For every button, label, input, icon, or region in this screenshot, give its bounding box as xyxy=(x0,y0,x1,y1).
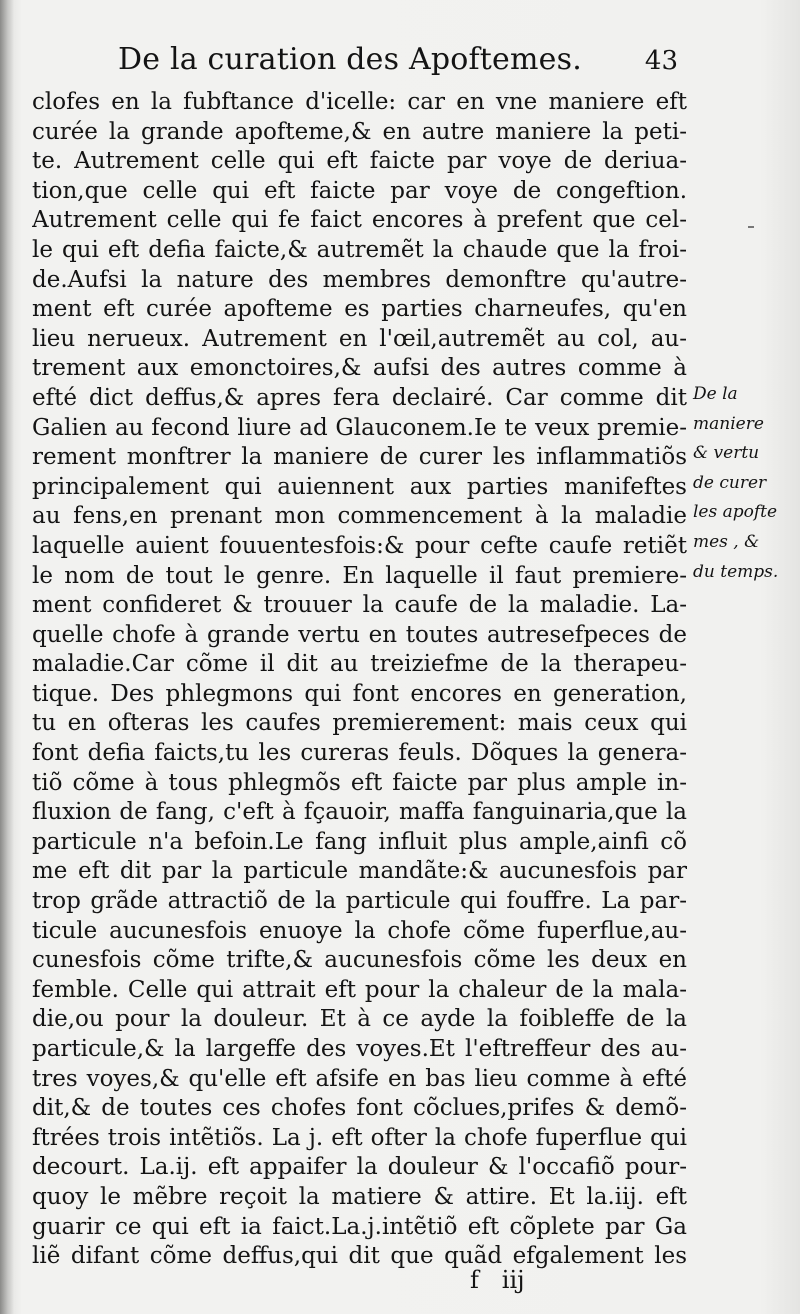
text-line: fluxion de fang, c'eft à fçauoir, maffa fanguinaria,que la xyxy=(32,799,687,826)
text-line: particule n'a befoin.Le fang influit plus ample,ainfi cõ xyxy=(32,828,687,855)
text-line: me eft dit par la particule mandãte:& aucunesfois par xyxy=(32,858,687,885)
text-line: tu en ofteras les caufes premierement: mais ceux qui xyxy=(32,710,687,737)
text-line: maladie.Car cõme il dit au treiziefme de la therapeu- xyxy=(32,651,687,678)
text-line: ment confideret & trouuer la caufe de la maladie. La- xyxy=(32,592,687,619)
margin-note-line: De la xyxy=(693,384,738,404)
margin-note-line: du temps. xyxy=(693,561,779,582)
margin-note xyxy=(693,380,797,587)
margin-note-line: les apofte xyxy=(693,502,778,523)
text-line: le qui eft defia faicte,& autremẽt la chaude que la froi- xyxy=(32,236,687,263)
margin-dash xyxy=(748,226,754,228)
text-line: decourt. La.ij. eft appaifer la douleur & l'occafiõ pour- xyxy=(32,1154,687,1181)
text-line: ticule aucunesfois enuoye la chofe cõme fuperflue,au- xyxy=(32,917,687,944)
text-line: lieu nerueux. Autrement en l'œil,autremẽt au col, au- xyxy=(32,325,687,352)
text-line: cunesfois cõme trifte,& aucunesfois cõme les deux en xyxy=(32,947,687,974)
page-number: 43 xyxy=(644,46,678,76)
text-line: die,ou pour la douleur. Et à ce ayde la foibleffe de la xyxy=(32,1006,687,1033)
text-line: efté dict deffus,& apres fera declairé. Car comme dit xyxy=(32,384,687,411)
text-line: Galien au fecond liure ad Glauconem.Ie te veux premie- xyxy=(32,414,687,441)
text-line: trement aux emonctoires,& aufsi des autres comme à xyxy=(32,355,687,382)
text-line: trop grãde attractiõ de la particule qui fouffre. La par- xyxy=(32,888,687,915)
signature-mark: f iij xyxy=(470,1266,525,1294)
text-line: clofes en la fubftance d'icelle: car en vne maniere eft xyxy=(32,89,687,115)
text-line: au fens,en prenant mon commencement à la maladie xyxy=(32,503,687,530)
margin-note-line: de curer xyxy=(693,472,767,493)
page-footer xyxy=(470,1266,610,1300)
running-title: De la curation des Apoftemes. xyxy=(118,42,582,77)
text-line: tique. Des phlegmons qui font encores en generation, xyxy=(32,680,687,707)
text-line: font defia faicts,tu les cureras feuls. Dõques la genera- xyxy=(32,740,687,767)
margin-note-line: maniere xyxy=(693,413,764,434)
text-line: te. Autrement celle qui eft faicte par voye de deriua- xyxy=(32,148,687,175)
text-line: tres voyes,& qu'elle eft afsife en bas lieu comme à efté xyxy=(32,1065,687,1092)
text-line: liẽ difant cõme deffus,qui dit que quãd efgalement les xyxy=(32,1243,687,1270)
text-line: de.Aufsi la nature des membres demonftre qu'autre- xyxy=(32,266,687,293)
text-line: guarir ce qui eft ia faict.La.j.intẽtiõ eft cõplete par Ga xyxy=(32,1213,687,1240)
text-line: principalement qui auiennent aux parties manifeftes xyxy=(32,473,687,500)
text-line: quoy le mẽbre reçoit la matiere & attire. Et la.iij. eft xyxy=(32,1183,687,1210)
text-line: dit,& de toutes ces chofes font cõclues,prifes & demõ- xyxy=(32,1095,687,1122)
text-line: ftrées trois intẽtiõs. La j. eft ofter la chofe fuperflue qui xyxy=(32,1124,687,1151)
text-line: ment eft curée apofteme es parties charneufes, qu'en xyxy=(32,296,687,323)
text-line: femble. Celle qui attrait eft pour la chaleur de la mala- xyxy=(32,976,687,1003)
text-line: tion,que celle qui eft faicte par voye de congeftion. xyxy=(32,177,687,204)
margin-note-line: & vertu xyxy=(693,443,760,464)
text-line: Autrement celle qui fe faict encores à prefent que cel- xyxy=(32,207,687,234)
page-binding-shadow xyxy=(0,0,14,1314)
text-line: curée la grande apofteme,& en autre maniere la peti- xyxy=(32,118,687,145)
text-line: le nom de tout le genre. En laquelle il faut premiere- xyxy=(32,562,687,589)
text-line: rement monftrer la maniere de curer les inflammatiõs xyxy=(32,444,687,471)
page-header xyxy=(118,42,678,82)
margin-note-line: mes , & xyxy=(693,531,760,552)
text-line: quelle chofe à grande vertu en toutes autresefpeces de xyxy=(32,621,687,648)
text-line: tiõ cõme à tous phlegmõs eft faicte par plus ample in- xyxy=(32,769,687,796)
text-line: laquelle auient fouuentesfois:& pour cefte caufe retiẽt xyxy=(32,532,687,559)
body-text xyxy=(32,88,687,1272)
text-line: particule,& la largeffe des voyes.Et l'eftreffeur des au- xyxy=(32,1036,687,1062)
